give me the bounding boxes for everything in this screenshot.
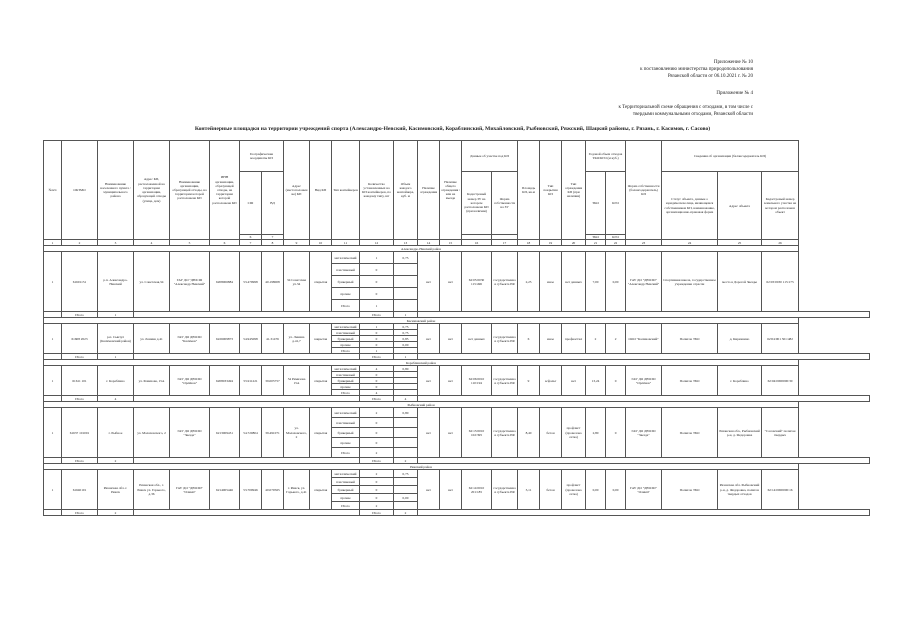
cell-container-volume bbox=[394, 288, 418, 300]
total-label: Итого bbox=[360, 458, 394, 464]
col-header: Наименование населенного пункта / муниципального района bbox=[98, 141, 134, 240]
cell-container-count: 4 bbox=[360, 390, 394, 396]
cell-kgo: 0,00 bbox=[606, 470, 626, 510]
cell-cadastre: 62:14:0010 201:185 bbox=[462, 470, 492, 510]
cell-inn: 6208006884 bbox=[210, 252, 240, 312]
col-header: ИНН организации, образующей отходы, на территории которой расположена КП bbox=[210, 141, 240, 240]
col-header: Форма собственности на ЗУ bbox=[492, 172, 518, 235]
cell-balance-holder: ГАУ ДО "ДЮСШ" "Олимп" bbox=[626, 470, 662, 510]
cell-ownership: государственная субъекта РФ bbox=[492, 366, 518, 396]
col-header: Адрес КП, расположенной на территории организации, образующей отходы (улица, дом) bbox=[134, 141, 170, 240]
cell-oktmo: 61601151 bbox=[62, 252, 98, 312]
col-header: Наличие ограждения bbox=[418, 141, 440, 240]
cell-place: Рязанская обл. г. Ряжск bbox=[98, 470, 134, 510]
cell-container-volume: 0,75 bbox=[394, 252, 418, 264]
section-title: Александро-Невский район bbox=[44, 246, 799, 252]
section-title: Касимовский район bbox=[44, 318, 799, 324]
col-header: Наличие общего ограждения / или на въезде bbox=[440, 141, 462, 240]
col-header: Вид КП bbox=[310, 141, 332, 240]
cell-latitude: 54.720804 bbox=[240, 408, 262, 458]
total-value: 4 bbox=[394, 396, 418, 402]
col-sub-header: 6 bbox=[240, 235, 262, 240]
col-number: 2 bbox=[62, 240, 98, 246]
cell-container-count: 0 bbox=[360, 486, 394, 494]
cell-longitude: 41.31476 bbox=[262, 324, 284, 354]
cell-location: ул. Малаховского, 2 bbox=[284, 408, 310, 458]
total-value: 1 bbox=[394, 312, 418, 318]
col-number: 10 bbox=[310, 240, 332, 246]
cell-longitude: 39.491071 bbox=[262, 408, 284, 458]
col-number: 7 bbox=[240, 240, 262, 246]
total-label: Итого bbox=[62, 312, 98, 318]
cell-organization: ГАУ ДО ДЮСШ "Касимов" bbox=[170, 324, 210, 354]
cell-container-volume bbox=[394, 448, 418, 458]
document-title: Контейнерные площадки на территории учреждений спорта (Александро-Невский, Касимовский, Кораблинский, Михайловский, Рыбновский, Ряжский, Шацкий районы, г. Рязань, г. Касимов, г. Сасово) bbox=[194, 126, 711, 132]
cell-container-count: 0 bbox=[360, 418, 394, 428]
cell-inn: 6226009873 bbox=[210, 324, 240, 354]
cell-site-kind: открытая bbox=[310, 252, 332, 312]
cell-common-fence: нет bbox=[440, 366, 462, 396]
col-header: №п/п bbox=[44, 141, 62, 240]
annex-header bbox=[716, 90, 753, 97]
cell-container-volume: 0,75 bbox=[394, 324, 418, 330]
cell-container-volume bbox=[394, 502, 418, 510]
cell-object-status: Полигон ТБО bbox=[662, 324, 718, 354]
cell-container-count: 0 bbox=[360, 478, 394, 486]
cell-container-type: пластиковый bbox=[332, 372, 360, 378]
total-label: Итого bbox=[62, 354, 98, 360]
section-title: Кораблинский район bbox=[44, 360, 799, 366]
col-number: 13 bbox=[394, 240, 418, 246]
total-label: Итого bbox=[62, 458, 98, 464]
total-value: 1 bbox=[98, 354, 134, 360]
col-number: 14 bbox=[418, 240, 440, 246]
total-spacer bbox=[134, 510, 360, 516]
cell-fence: нет bbox=[418, 252, 440, 312]
cell-container-type: металлический bbox=[332, 408, 360, 418]
col-header: Тип контейнеров bbox=[332, 141, 360, 240]
cell-container-type: металлический bbox=[332, 366, 360, 372]
cell-address: ул. Ремизова, 15А bbox=[134, 366, 170, 396]
cell-address: ул. Советская,34 bbox=[134, 252, 170, 312]
col-number: 18 bbox=[518, 240, 540, 246]
col-header: Кадастровый номер земельного участка на котором расположен объект bbox=[762, 172, 799, 240]
cell-container-count: 0 bbox=[360, 494, 394, 502]
col-header: Наименование организации, образующей отходы, на территории которой расположена КП bbox=[170, 141, 210, 240]
annex-line: к Территориальной схеме обращения с отходами, в том числе с bbox=[618, 105, 753, 110]
cell-fence-type: нет данных bbox=[562, 252, 586, 312]
cell-balance-holder: ООО "Касимовский" bbox=[626, 324, 662, 354]
cell-container-volume: 0,80 bbox=[394, 366, 418, 372]
cell-container-count: 4 bbox=[360, 366, 394, 372]
cell-container-volume: 0,80 bbox=[394, 408, 418, 418]
cell-object-status: Полигон ТБО bbox=[662, 408, 718, 458]
cell-cadastre: 62:06:0010 110:194 bbox=[462, 366, 492, 396]
cell-site-kind: открытая bbox=[310, 408, 332, 458]
cell-oktmo: 61637 101001 bbox=[62, 408, 98, 458]
col-number: 12 bbox=[360, 240, 394, 246]
cell-container-count: 1 bbox=[360, 252, 394, 264]
col-header: Объем каждого контейнера, куб. м bbox=[394, 141, 418, 240]
cell-inn: 6208033494 bbox=[210, 366, 240, 396]
cell-container-volume: 0,75 bbox=[394, 470, 418, 478]
annex-subheader bbox=[619, 104, 754, 118]
col-header: ВД bbox=[262, 172, 284, 235]
cell-container-volume: 0,00 bbox=[394, 342, 418, 348]
cell-cadastre: 62:05:0030 115:496 bbox=[462, 252, 492, 312]
col-number: 17 bbox=[492, 240, 518, 246]
cell-area: 2,25 bbox=[518, 252, 540, 312]
cell-address: ул. Ленина д.41 bbox=[134, 324, 170, 354]
total-value: 2 bbox=[394, 458, 418, 464]
cell-number: 1 bbox=[44, 408, 62, 458]
cell-container-volume: 0,85 bbox=[394, 336, 418, 342]
col-header: Адрес объекта bbox=[718, 172, 762, 240]
total-label: Итого bbox=[360, 354, 394, 360]
cell-kgo: 0,00 bbox=[606, 252, 626, 312]
cell-container-type: металлический bbox=[332, 252, 360, 264]
cell-number: 1 bbox=[44, 470, 62, 510]
col-number: 11 bbox=[332, 240, 360, 246]
cell-object-status: Спортивная школа, государственное учреждение отрасли bbox=[662, 252, 718, 312]
col-number: 8 bbox=[262, 240, 284, 246]
table-row bbox=[44, 324, 870, 330]
cell-tko: 2 bbox=[586, 324, 606, 354]
appendix-line: Рязанской области от 06.10.2021 г. № 20 bbox=[667, 74, 753, 79]
table-body bbox=[44, 246, 870, 516]
cell-address: ул. Малаховского, 2 bbox=[134, 408, 170, 458]
annex-line: Приложение № 4 bbox=[716, 91, 753, 96]
cell-location: ул. Ленина д.41,7 bbox=[284, 324, 310, 354]
col-number: 19 bbox=[540, 240, 562, 246]
cell-container-volume: 0,00 bbox=[394, 494, 418, 502]
col-number: 24 bbox=[662, 240, 718, 246]
cell-cover: асфальт bbox=[540, 366, 562, 396]
cell-tko: 13,24 bbox=[586, 366, 606, 396]
total-label: Итого bbox=[62, 396, 98, 402]
cell-place: р.п. Сынтул (Касимовский район) bbox=[98, 324, 134, 354]
cell-container-count: 2 bbox=[360, 470, 394, 478]
cell-balance-holder: ГАУ ДО "ДЮСШ" "Александр Невский" bbox=[626, 252, 662, 312]
col-header: Количество установленных на КП контейнеров, по каждому типу, шт bbox=[360, 141, 394, 240]
cell-container-count: 0 bbox=[360, 276, 394, 288]
cell-ownership: государственная субъекта РФ bbox=[492, 408, 518, 458]
cell-container-count: 0 bbox=[360, 438, 394, 448]
cell-cover: иное bbox=[540, 252, 562, 312]
cell-object-cadastre: 62:03:0030 115:175 bbox=[762, 252, 799, 312]
cell-oktmo: 61640101 bbox=[62, 470, 98, 510]
cell-number: 1 bbox=[44, 324, 62, 354]
cell-cover: иное bbox=[540, 324, 562, 354]
cell-container-count: 2 bbox=[360, 502, 394, 510]
cell-ownership: государственная субъекта РФ bbox=[492, 324, 518, 354]
cell-container-volume bbox=[394, 418, 418, 428]
cell-tko: 7,00 bbox=[586, 252, 606, 312]
cell-tko: 2,80 bbox=[586, 408, 606, 458]
cell-container-count: 0 bbox=[360, 384, 394, 390]
cell-container-count: 1 bbox=[360, 348, 394, 354]
total-empty bbox=[44, 510, 62, 516]
cell-object-status: Полигон ТБО bbox=[662, 366, 718, 396]
cell-balance-holder: ГАУ ДО ДЮСШ "Звезда" bbox=[626, 408, 662, 458]
cell-container-count: 0 bbox=[360, 342, 394, 348]
cell-container-type: Итого bbox=[332, 502, 360, 510]
cell-container-count: 0 bbox=[360, 378, 394, 384]
cell-container-count: 0 bbox=[360, 264, 394, 276]
cell-object-cadastre: 62:04:001 301:482 bbox=[762, 324, 799, 354]
cell-fence: нет bbox=[418, 408, 440, 458]
cell-container-type: металлический bbox=[332, 470, 360, 478]
col-header: ТКО bbox=[586, 172, 606, 235]
total-value: 2 bbox=[98, 458, 134, 464]
cell-fence-type: профлист (проволока сетка) bbox=[562, 408, 586, 458]
cell-container-type: пластиковый bbox=[332, 478, 360, 486]
cell-container-type: бункерный bbox=[332, 428, 360, 438]
total-label: Итого bbox=[62, 510, 98, 516]
cell-cadastre: 62:13:0010 102:395 bbox=[462, 408, 492, 458]
total-value: 4 bbox=[98, 396, 134, 402]
cell-container-volume bbox=[394, 276, 418, 288]
appendix-line: к постановлению министерства природопользования bbox=[640, 67, 753, 72]
cell-location: 34 Советская ул.34 bbox=[284, 252, 310, 312]
cell-fence: нет bbox=[418, 470, 440, 510]
cell-latitude: 54.945098 bbox=[240, 324, 262, 354]
table-row bbox=[44, 408, 870, 418]
cell-organization: ГАУ ДО ДЮСШ "Орлёнок" bbox=[170, 366, 210, 396]
appendix-header bbox=[640, 59, 753, 80]
col-number: 16 bbox=[462, 240, 492, 246]
cell-container-type: прочие bbox=[332, 494, 360, 502]
cell-cadastre: нет данных bbox=[462, 324, 492, 354]
col-header: Площадь КП, кв.м bbox=[518, 141, 540, 240]
cell-container-type: пластиковый bbox=[332, 264, 360, 276]
col-number: 25 bbox=[718, 240, 762, 246]
cell-container-type: прочие bbox=[332, 288, 360, 300]
cell-common-fence: нет bbox=[440, 470, 462, 510]
cell-container-type: бункерный bbox=[332, 276, 360, 288]
cell-site-kind: открытая bbox=[310, 470, 332, 510]
col-number: 15 bbox=[440, 240, 462, 246]
section-title: Ряжский район bbox=[44, 464, 799, 470]
cell-place: р.п. Александро-Невский bbox=[98, 252, 134, 312]
cell-container-type: прочие bbox=[332, 384, 360, 390]
cell-organization: ГАУ ДО "ДЮСШ "Александр Невский" bbox=[170, 252, 210, 312]
total-label: Итого bbox=[360, 396, 394, 402]
cell-latitude: 53.479998 bbox=[240, 252, 262, 312]
cell-container-count: 0 bbox=[360, 330, 394, 336]
cell-container-count: 2 bbox=[360, 448, 394, 458]
col-group-header: Годовой объем отходов ТКО/КГО (м куб.) bbox=[586, 141, 626, 172]
cell-object-cadastre: 62:14:0000000:16 bbox=[762, 470, 799, 510]
cell-area: 6 bbox=[518, 324, 540, 354]
cell-container-type: бункерный bbox=[332, 378, 360, 384]
col-number: 23 bbox=[626, 240, 662, 246]
total-value: 2 bbox=[394, 510, 418, 516]
total-row bbox=[44, 510, 870, 516]
cell-container-type: Итого bbox=[332, 300, 360, 312]
cell-fence-type: профнастил bbox=[562, 324, 586, 354]
cell-latitude: 53.911221 bbox=[240, 366, 262, 396]
cell-container-volume bbox=[394, 264, 418, 276]
cell-object-address: место в Дорогой Звезды bbox=[718, 252, 762, 312]
col-number: 22 bbox=[606, 240, 626, 246]
total-spacer bbox=[418, 510, 870, 516]
cell-number: 1 bbox=[44, 252, 62, 312]
cell-object-address: Рязанская обл., Рыбновский р-н, д. Федоровка bbox=[718, 408, 762, 458]
cell-object-status: Полигон ТБО bbox=[662, 470, 718, 510]
col-header: СШ bbox=[240, 172, 262, 235]
cell-container-volume: 0,75 bbox=[394, 330, 418, 336]
table-row bbox=[44, 470, 870, 478]
cell-object-address: д. Кирюшино bbox=[718, 324, 762, 354]
col-number: 5 bbox=[170, 240, 210, 246]
cell-address: Рязанская обл., г. Ряжск ул. Горького, д.36 bbox=[134, 470, 170, 510]
total-value: 1 bbox=[98, 312, 134, 318]
cell-ownership: государственная субъекта РФ bbox=[492, 252, 518, 312]
cell-container-volume bbox=[394, 438, 418, 448]
cell-area: 9 bbox=[518, 366, 540, 396]
cell-area: 8,40 bbox=[518, 408, 540, 458]
cell-site-kind: открытая bbox=[310, 366, 332, 396]
cell-site-kind: закрытая bbox=[310, 324, 332, 354]
cell-tko: 0,00 bbox=[586, 470, 606, 510]
cell-container-count: 0 bbox=[360, 428, 394, 438]
section-title: Рыбновский район bbox=[44, 402, 799, 408]
col-header: ОКТМО bbox=[62, 141, 98, 240]
col-header: Тип покрытия КП bbox=[540, 141, 562, 240]
cell-container-count: 0 bbox=[360, 336, 394, 342]
col-group-header: Данные об участке под КП bbox=[462, 141, 518, 172]
cell-object-address: г. Кораблино bbox=[718, 366, 762, 396]
cell-inn: 6214005446 bbox=[210, 470, 240, 510]
table-row bbox=[44, 252, 870, 264]
cell-inn: 6213009431 bbox=[210, 408, 240, 458]
cell-number: 1 bbox=[44, 366, 62, 396]
col-header: КГО bbox=[606, 172, 626, 235]
cell-organization: ГАУ ДО ДЮСШ "Звезда" bbox=[170, 408, 210, 458]
col-number: 4 bbox=[134, 240, 170, 246]
col-header: Тип ограждения КП (при наличии) bbox=[562, 141, 586, 240]
cell-container-type: металлический bbox=[332, 324, 360, 330]
cell-oktmo: 61608 2023 bbox=[62, 324, 98, 354]
col-group-header: Сведения об организации (балансодержатель КП) bbox=[662, 141, 799, 172]
cell-fence-type: нет bbox=[562, 366, 586, 396]
cell-container-count: 2 bbox=[360, 408, 394, 418]
cell-container-count: 1 bbox=[360, 300, 394, 312]
cell-container-type: Итого bbox=[332, 348, 360, 354]
cell-container-type: пластиковый bbox=[332, 418, 360, 428]
cell-container-type: бункерный bbox=[332, 486, 360, 494]
cell-container-type: прочие bbox=[332, 342, 360, 348]
cell-cover: бетон bbox=[540, 408, 562, 458]
cell-common-fence: нет bbox=[440, 252, 462, 312]
cell-fence: нет bbox=[418, 366, 440, 396]
cell-cover: бетон bbox=[540, 470, 562, 510]
col-group-header: Географические координаты КП bbox=[240, 141, 284, 172]
cell-object-address: Рязанская обл. Рыбновский р-н, д. Федоровка, полигон твердых отходов bbox=[718, 470, 762, 510]
cell-container-type: бункерный bbox=[332, 336, 360, 342]
total-value: 1 bbox=[394, 354, 418, 360]
col-header: Форма собственности (балансодержатель) КП bbox=[626, 141, 662, 240]
cell-area: 3,11 bbox=[518, 470, 540, 510]
cell-kgo: 0 bbox=[606, 408, 626, 458]
cell-container-type: прочие bbox=[332, 438, 360, 448]
col-header: Адрес (местоположение) КП bbox=[284, 141, 310, 240]
cell-balance-holder: ГАУ ДО ДЮСШ "Орлёнок" bbox=[626, 366, 662, 396]
cell-common-fence: нет bbox=[440, 324, 462, 354]
cell-container-volume bbox=[394, 428, 418, 438]
col-number: 3 bbox=[98, 240, 134, 246]
cell-ownership: государственная субъекта РФ bbox=[492, 470, 518, 510]
cell-kgo: 2 bbox=[606, 324, 626, 354]
cell-container-volume bbox=[394, 486, 418, 494]
cell-container-type: Итого bbox=[332, 390, 360, 396]
cell-object-cadastre: 62:04:0000000:30 bbox=[762, 366, 799, 396]
cell-container-count: 0 bbox=[360, 288, 394, 300]
cell-common-fence: нет bbox=[440, 408, 462, 458]
cell-longitude: 40.070565 bbox=[262, 470, 284, 510]
cell-location: г. Ряжск, ул. Горького, д.41 bbox=[284, 470, 310, 510]
cell-container-volume bbox=[394, 478, 418, 486]
cell-latitude: 53.709946 bbox=[240, 470, 262, 510]
col-number: 20 bbox=[562, 240, 586, 246]
cell-organization: ГАУ ДО "ДЮСШ" "Олимп" bbox=[170, 470, 210, 510]
cell-object-cadastre: "Сасовский" полигон твердых bbox=[762, 408, 799, 458]
col-header: Кадастровый номер ЗУ на котором расположена КП (при наличии) bbox=[462, 172, 492, 235]
annex-line: твердыми коммунальными отходами, Рязанской области bbox=[632, 112, 753, 117]
col-number: 6 bbox=[210, 240, 240, 246]
col-header: Статус объекта, данные о юридическом лице, являющемся собственником КП, наименование, организационно-правовая форма bbox=[662, 172, 718, 240]
col-number: 9 bbox=[284, 240, 310, 246]
cell-longitude: 39.005757 bbox=[262, 366, 284, 396]
cell-location: 34 Ремизова 15А bbox=[284, 366, 310, 396]
cell-kgo: 0 bbox=[606, 366, 626, 396]
table-row bbox=[44, 366, 870, 372]
total-value: 2 bbox=[98, 510, 134, 516]
col-sub-header: ТКО bbox=[586, 235, 606, 240]
col-sub-header: 7 bbox=[262, 235, 284, 240]
container-sites-table bbox=[43, 140, 870, 516]
cell-longitude: 40.198008 bbox=[262, 252, 284, 312]
cell-place: г. Кораблино bbox=[98, 366, 134, 396]
cell-oktmo: 61611 101 bbox=[62, 366, 98, 396]
appendix-line: Приложение № 10 bbox=[713, 60, 753, 65]
cell-container-count: 0 bbox=[360, 372, 394, 378]
cell-container-type: пластиковый bbox=[332, 330, 360, 336]
cell-fence: нет bbox=[418, 324, 440, 354]
cell-container-type: Итого bbox=[332, 448, 360, 458]
cell-container-count: 1 bbox=[360, 324, 394, 330]
col-sub-header: КГО bbox=[606, 235, 626, 240]
col-number: 21 bbox=[586, 240, 606, 246]
col-number: 26 bbox=[762, 240, 799, 246]
total-label: Итого bbox=[360, 312, 394, 318]
cell-fence-type: профлист (проволока сетка) bbox=[562, 470, 586, 510]
cell-container-volume bbox=[394, 300, 418, 312]
total-label: Итого bbox=[360, 510, 394, 516]
col-number: 1 bbox=[44, 240, 62, 246]
cell-place: г. Рыбное bbox=[98, 408, 134, 458]
